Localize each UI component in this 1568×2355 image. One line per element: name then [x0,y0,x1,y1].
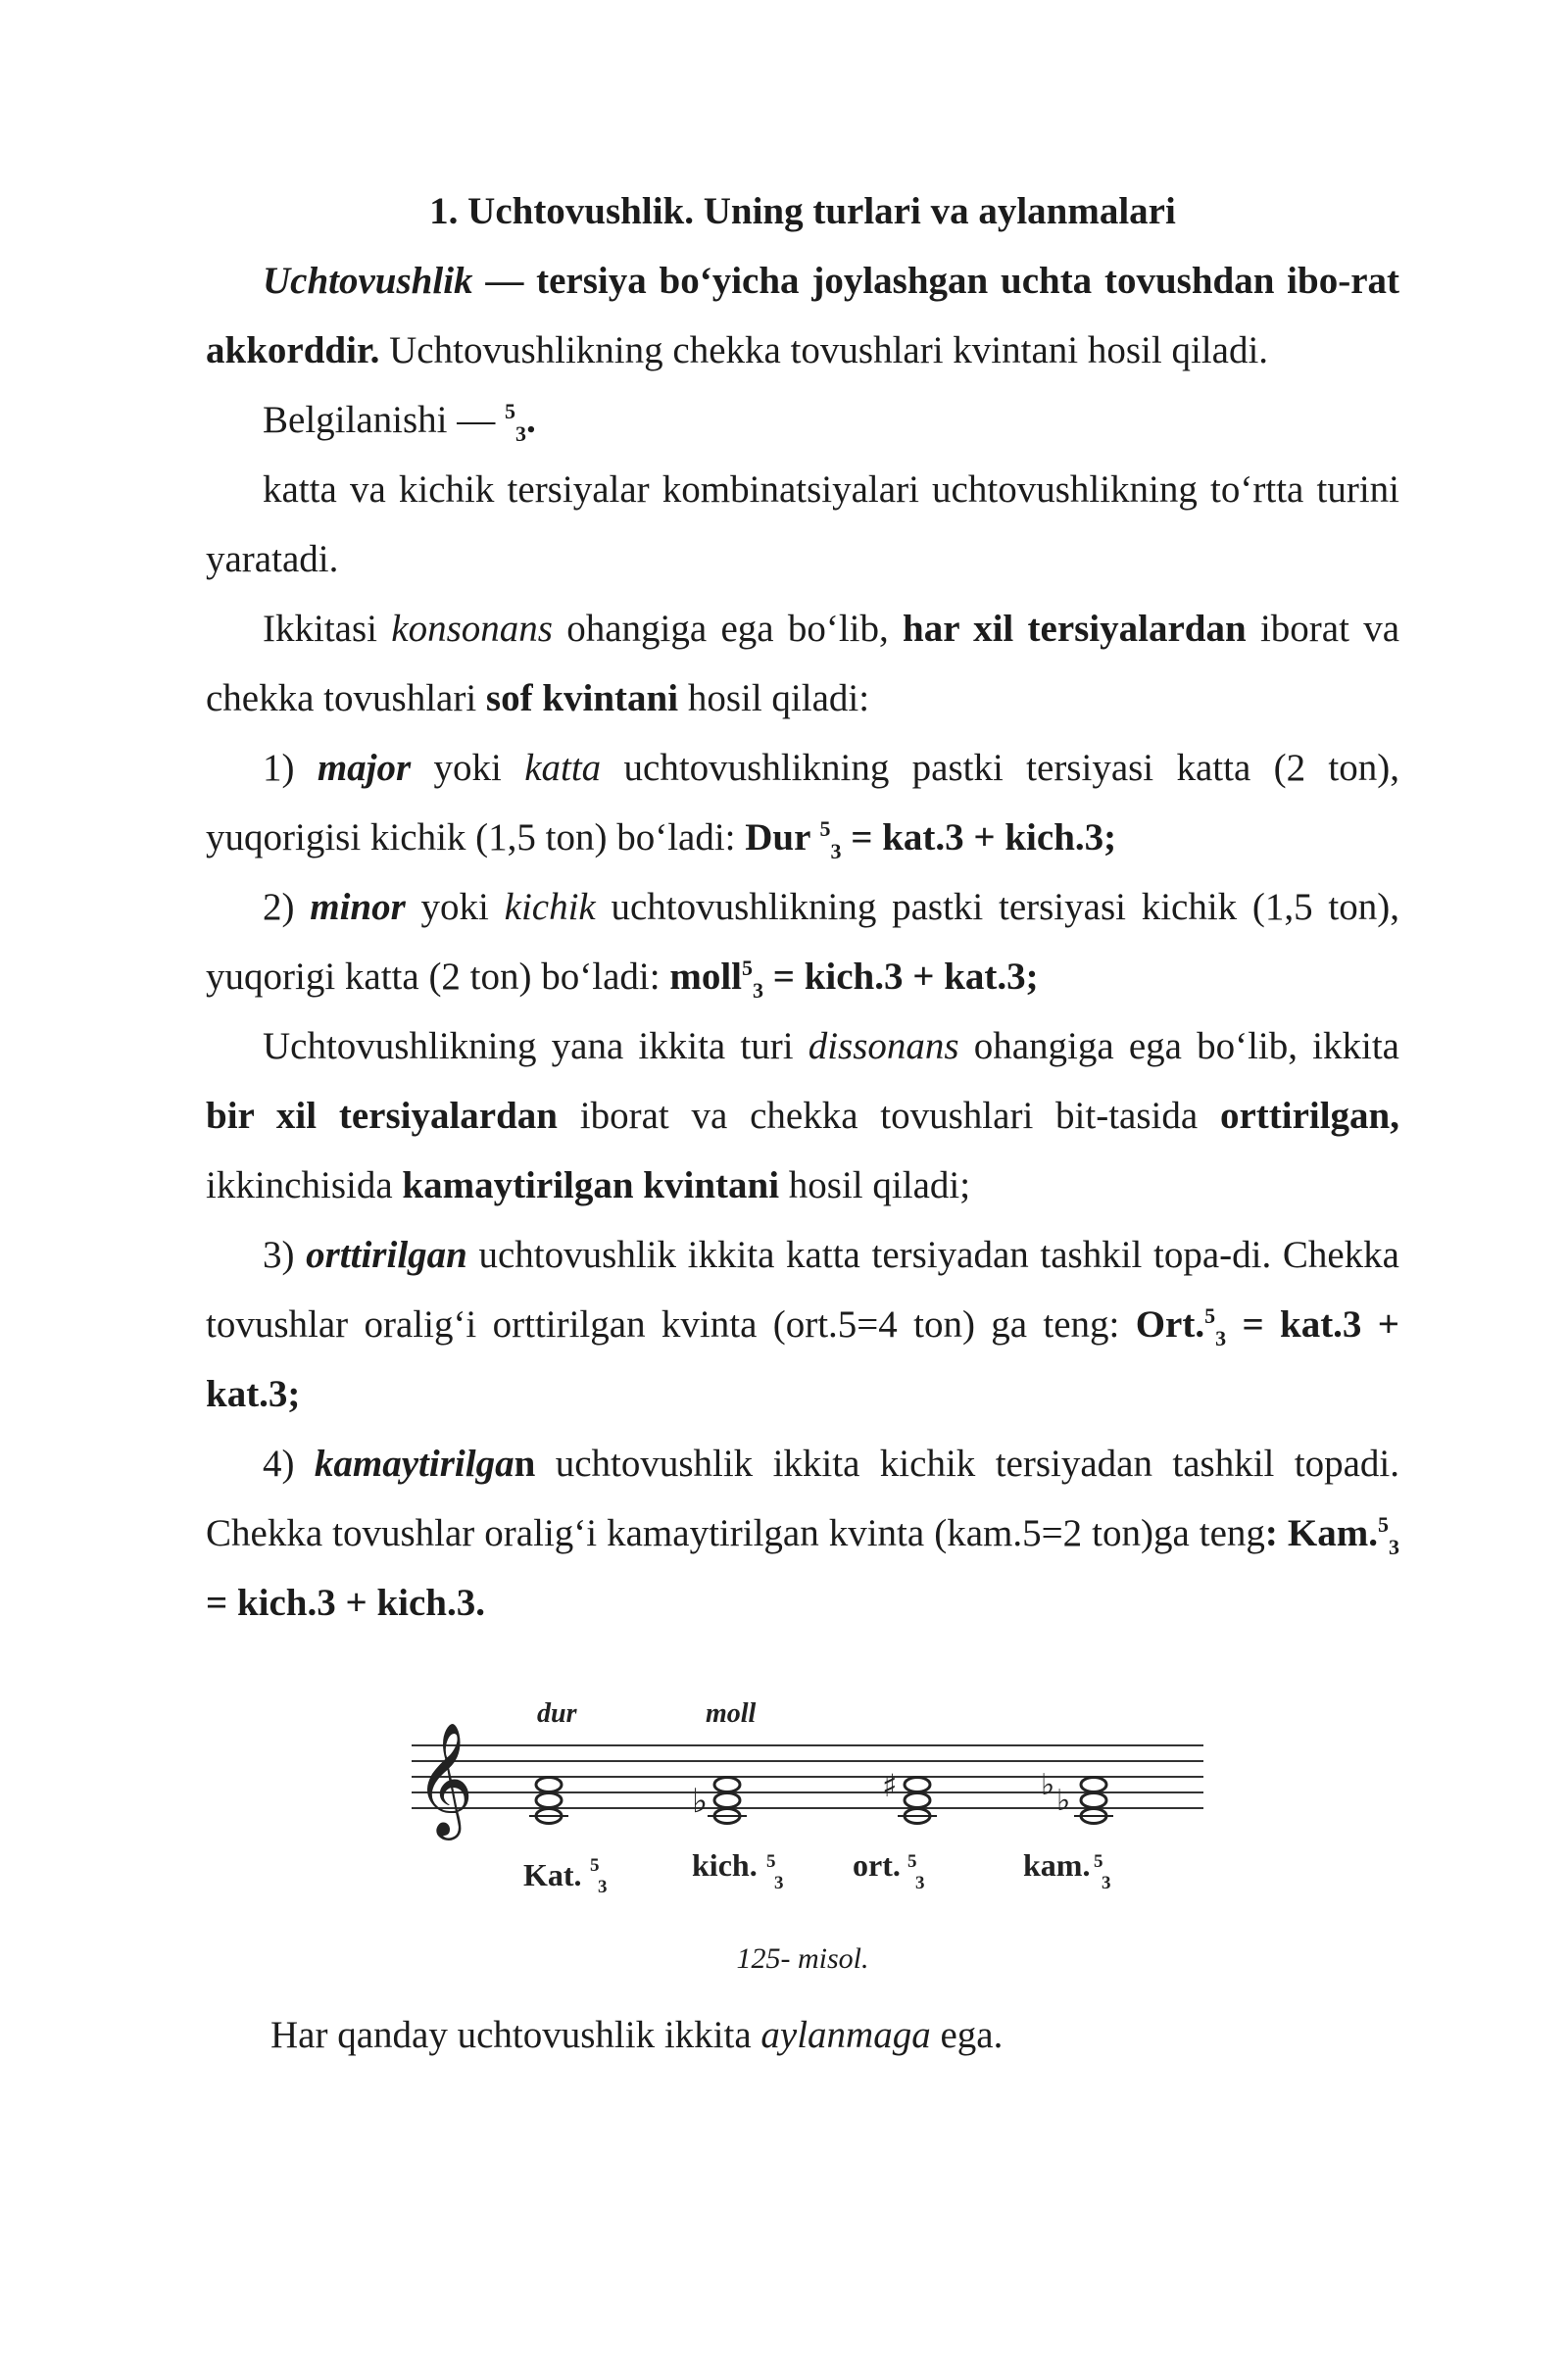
notation-sub: 3 [515,420,526,446]
formula-sup: 5 [819,816,831,841]
formula-rest: = kich.3 + kich.3. [206,1582,485,1624]
chord-label-ort-sup: 5 [907,1851,917,1872]
chord-label-kam: kam. [1023,1847,1091,1883]
term-sof-kvinta: sof kvintani [485,677,679,719]
formula-rest: = kich.3 + kat.3; [763,956,1039,998]
formula-name: Ort. [1135,1303,1205,1346]
chord-label-kam-sup: 5 [1094,1851,1103,1872]
list-number: 1) [263,747,318,789]
text-run: Uchtovushlikning yana ikkita turi [263,1025,808,1067]
caption-word: misol. [797,1942,869,1975]
text-run: yoki [411,747,525,789]
term-kamaytirilgan-kvinta: kamaytirilgan kvintani [402,1164,780,1206]
formula-name: : Kam. [1264,1512,1378,1554]
text-run: ohangiga ega bo‘lib, ikkita [958,1025,1399,1067]
treble-clef-icon: 𝄞 [416,1721,474,1836]
definition-paragraph [206,246,1399,385]
chord-label-kich: kich. [692,1847,758,1883]
consonance-paragraph [206,594,1399,733]
chord-label-kat-sup: 5 [590,1855,600,1876]
formula-name: Dur [745,816,820,859]
text-run: ikkinchisida [206,1164,403,1206]
list-item-minor [206,872,1399,1011]
label-moll: moll [706,1698,757,1729]
chord-labels [523,1847,1111,1897]
term-tail: n [514,1443,536,1485]
formula-sub: 3 [830,838,842,863]
text-run: uchtovushlikning pastki tersiyasi katta (2 ton), yuqorigisi kichik (1,5 ton) bo‘ladi: [206,747,1399,859]
flat-icon: ♭ [1041,1768,1055,1802]
example-caption [206,1939,1399,1979]
notation-text: Belgilanishi — [263,399,505,441]
chord-augmented [898,1778,937,1824]
notation-paragraph [206,385,1399,455]
flat-icon: ♭ [692,1782,709,1821]
text-run: ega. [930,2014,1004,2056]
list-item-major [206,733,1399,872]
staff-lines [412,1745,1203,1808]
text-run: iborat va chekka tovushlari [206,608,1400,719]
term-katta: katta [524,747,602,789]
formula-sub: 3 [1389,1534,1399,1559]
formula-sub: 3 [1215,1325,1227,1350]
chord-label-ort-sub: 3 [915,1873,925,1893]
chord-major [529,1778,568,1824]
text-run: iborat va chekka tovushlari bit-tasida [558,1095,1220,1137]
text-run: uchtovushlik ikkita kichik tersiyadan tashkil topadi. Chekka tovushlar oralig‘i kamaytirilgan kvinta (kam.5=2 ton)ga teng [206,1443,1399,1554]
formula-name: moll [669,956,742,998]
formula-sup: 5 [1378,1512,1389,1537]
term-aylanma: aylanmaga [760,2014,931,2056]
list-item-augmented [206,1220,1399,1429]
closing-paragraph [206,2000,1399,2070]
definition-text: — tersiya bo‘yicha joylashgan uchta tovushdan ibo-rat akkorddir. [206,260,1399,371]
dissonance-paragraph [206,1011,1399,1220]
staff-figure [206,1675,1399,1939]
term-konsonans: konsonans [391,608,553,650]
music-example [206,1675,1399,1939]
term-minor: minor [310,886,406,928]
label-dur: dur [537,1698,577,1729]
formula-sub: 3 [753,977,763,1003]
term-har-xil: har xil tersiyalardan [903,608,1247,650]
chord-label-kat: Kat. [523,1857,582,1892]
notation-sup: 5 [505,399,515,423]
chord-label-kich-sup: 5 [766,1851,776,1872]
chord-label-kat-sub: 3 [598,1877,608,1897]
term-orttirilgan: orttirilgan [306,1234,467,1276]
text-run: ohangiga ega bo‘lib, [552,608,904,650]
term-kichik: kichik [504,886,596,928]
term-uchtovushlik: Uchtovushlik [263,260,473,302]
text-run: hosil qiladi: [678,677,870,719]
chord-label-ort: ort. [853,1847,901,1883]
term-orttirilgan: orttirilgan, [1219,1095,1399,1137]
term-kamaytirilgan: kamaytirilga [314,1443,514,1485]
page-content [206,176,1399,2070]
formula-rest: = kat.3 + kich.3; [841,816,1117,859]
section-heading: 1. Uchtovushlik. Uning turlari va aylanmalari [429,190,1176,232]
notation-end: . [526,399,536,441]
text-run: uchtovushlik ikkita katta tersiyadan tashkil topa-di. Chekka tovushlar oralig‘i orttirilgan kvinta (ort.5=4 ton) ga teng: [206,1234,1399,1346]
text-run: Ikkitasi [263,608,392,650]
formula-rest: = kat.3 + kat.3; [206,1303,1399,1415]
text-run: hosil qiladi; [779,1164,971,1206]
caption-number: 125- [736,1942,791,1975]
list-number: 3) [263,1234,307,1276]
chord-diminished [1074,1778,1113,1824]
term-major: major [317,747,412,789]
formula-sup: 5 [742,956,753,980]
term-bir-xil: bir xil tersiyalardan [206,1095,558,1137]
term-dissonans: dissonans [808,1025,959,1067]
list-item-diminished [206,1429,1399,1638]
text-run: Har qanday uchtovushlik ikkita [270,2014,761,2056]
text-run: uchtovushlikning pastki tersiyasi kichik (1,5 ton), yuqorigi katta (2 ton) bo‘ladi: [206,886,1399,998]
chord-minor [708,1778,747,1824]
flat-icon: ♭ [1056,1784,1071,1818]
text-run: yoki [405,886,505,928]
definition-rest: Uchtovushlikning chekka tovushlari kvintani hosil qiladi. [379,329,1269,371]
combinations-paragraph: katta va kichik tersiyalar kombinatsiyalari uchtovushlikning to‘rtta turini yaratadi. [206,468,1399,580]
chord-label-kam-sub: 3 [1102,1873,1111,1893]
formula-sup: 5 [1204,1303,1216,1328]
chord-label-kich-sub: 3 [774,1873,784,1893]
list-number: 4) [263,1443,315,1485]
list-number: 2) [263,886,311,928]
sharp-icon: ♯ [882,1767,898,1804]
